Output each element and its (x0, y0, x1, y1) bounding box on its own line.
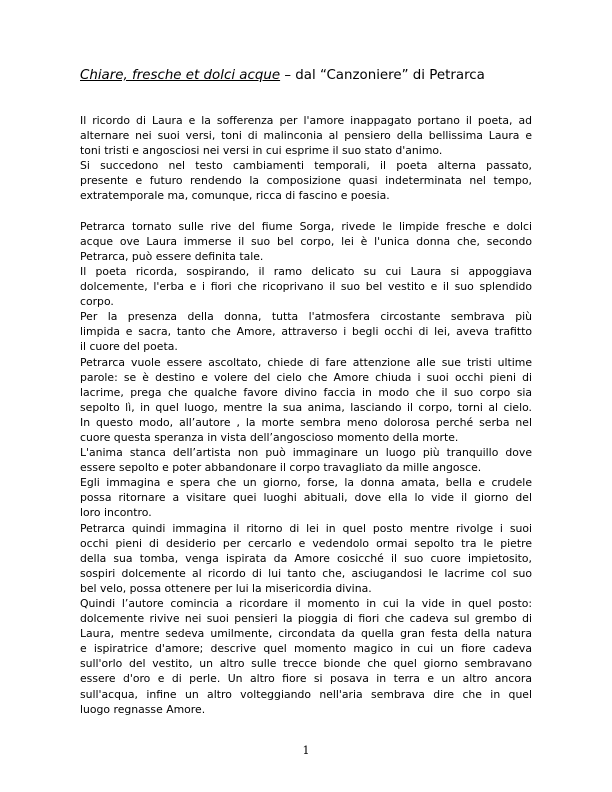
body-line: occhi pieni di desiderio per cercarlo e vedendolo ormai sepolto tra le pietre (80, 536, 532, 550)
body-line: Petrarca, può essere definita tale. (80, 249, 264, 263)
body-text (80, 113, 532, 717)
body-line: loro incontro. (80, 506, 152, 520)
body-line: Petrarca tornato sulle rive del fiume Sorga, rivede le limpide fresche e dolci (80, 219, 532, 233)
document-title (80, 68, 540, 84)
body-line: cuore questa speranza in vista dell’angoscioso momento della morte. (80, 430, 459, 444)
body-line: Si succedono nel testo cambiamenti temporali, il poeta alterna passato, (80, 159, 532, 173)
page-number: 1 (302, 744, 310, 757)
body-line: essere d'oro e di perle. Un altro fiore si posava in terra e un altro ancora (80, 672, 532, 686)
body-line: sospiri dolcemente al ricordo di lui tanto che, asciugandosi le lacrime col suo (80, 566, 532, 580)
body-line: parole: se è destino e volere del cielo che Amore chiuda i suoi occhi pieni di (80, 370, 532, 384)
body-line: presente e futuro rendendo la composizione quasi indeterminata nel tempo, (80, 174, 532, 188)
body-line: L'anima stanca dell’artista non può immaginare un luogo più tranquillo dove (80, 446, 532, 460)
body-line: extratemporale ma, comunque, ricca di fascino e poesia. (80, 189, 390, 203)
body-line: alternare nei suoi versi, toni di malinconia al pensiero della bellissima Laura e (80, 129, 532, 143)
paragraph-break (80, 204, 532, 219)
body-line: dolcemente rivive nei suoi pensieri la pioggia di fiori che cadeva sul grembo di (80, 612, 532, 626)
body-line: possa ritornare a visitare quei luoghi abituali, dove ella lo vide il giorno del (80, 491, 532, 505)
body-line: toni tristi e angosciosi nei versi in cui esprime il suo stato d'animo. (80, 144, 443, 158)
body-line: bel velo, possa ottenere per lui la misericordia divina. (80, 581, 372, 595)
body-line: sepolto lì, in quel luogo, mentre la sua anima, lasciando il corpo, torni al cielo. (80, 400, 532, 414)
title-poem-name: Chiare, fresche et dolci acque (80, 68, 281, 83)
body-line: In questo modo, all’autore , la morte sembra meno dolorosa perché serba nel (80, 415, 532, 429)
body-line: Quindi l’autore comincia a ricordare il momento in cui la vide in quel posto: (80, 597, 532, 610)
body-line: della sua tomba, venga ispirata da Amore cosicché il suo cuore impietosito, (80, 551, 532, 565)
body-line: corpo. (80, 295, 114, 309)
body-line: sull'orlo del vestito, un altro sulle trecce bionde che quel giorno sembravano (80, 657, 532, 671)
body-line: dolcemente, l'erba e i fiori che ricoprivano il suo bel vestito e il suo splendido (80, 280, 532, 294)
body-line: Il poeta ricorda, sospirando, il ramo delicato su cui Laura si appoggiava (80, 264, 532, 278)
body-line: limpida e sacra, tanto che Amore, attraverso i begli occhi di lei, aveva trafitto (80, 325, 532, 339)
body-line: il cuore del poeta. (80, 340, 178, 354)
body-line: Petrarca quindi immagina il ritorno di lei in quel posto mentre rivolge i suoi (80, 521, 532, 535)
title-source: – dal “Canzoniere” di Petrarca (280, 68, 485, 83)
body-line: e ispiratrice d'amore; descrive quel momento magico in cui un fiore cadeva (80, 642, 532, 656)
body-line: essere sepolto e poter abbandonare il corpo travagliato da mille angosce. (80, 461, 482, 475)
body-line: Petrarca vuole essere ascoltato, chiede di fare attenzione alle sue tristi ultime (80, 355, 532, 369)
body-line: sull'acqua, infine un altro volteggiando nell'aria sembrava dire che in quel (80, 687, 532, 701)
body-line: Il ricordo di Laura e la sofferenza per l'amore inappagato portano il poeta, ad (80, 114, 532, 127)
body-line: luogo regnasse Amore. (80, 702, 206, 716)
body-line: Laura, mentre sedeva umilmente, circondata da quella gran festa della natura (80, 627, 532, 641)
body-line: Per la presenza della donna, tutta l'atmosfera circostante sembrava più (80, 310, 532, 324)
body-line: acque ove Laura immerse il suo bel corpo, lei è l'unica donna che, secondo (80, 234, 532, 248)
body-line: lacrime, prega che qualche favore divino faccia in modo che il suo corpo sia (80, 385, 532, 399)
body-line: Egli immagina e spera che un giorno, forse, la donna amata, bella e crudele (80, 476, 532, 490)
